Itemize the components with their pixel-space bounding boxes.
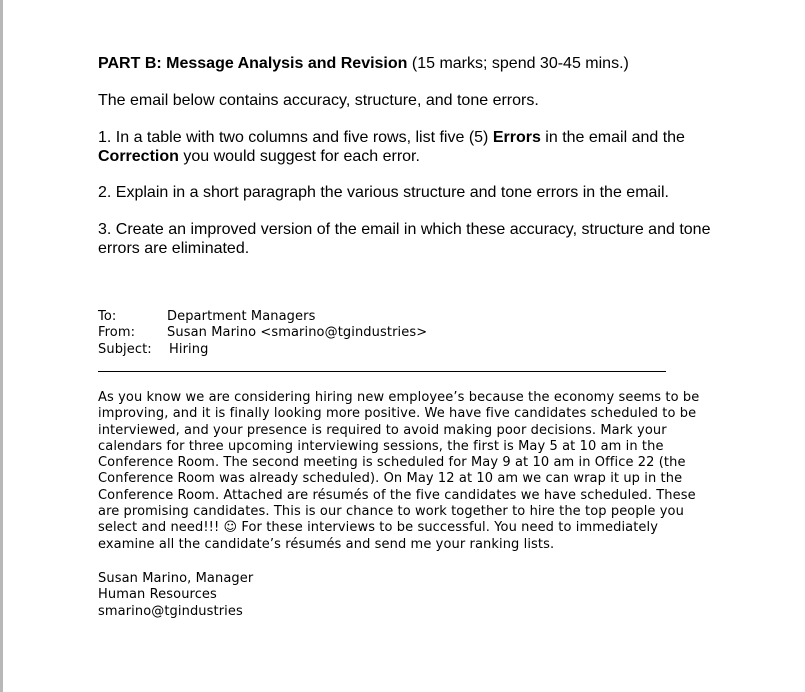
page-left-border	[0, 0, 3, 692]
email-from-row	[98, 325, 427, 341]
email-body: As you know we are considering hiring new employee’s because the economy seems to be improving, and it is finally looking more positive. We have five candidates scheduled to be interviewed, and your presence is required to avoid making poor decisions. Mark your calendars for three upcoming interviewing sessions, the first is May 5 at 10 am in the Conference Room. The second meeting is scheduled for May 9 at 10 am in Office 22 (the Conference Room was already scheduled). On May 12 at 10 am we can wrap it up in the Conference Room. Attached are résumés of the five candidates we have scheduled. These are promising candidates. This is our chance to work together to hire the top people you select and need!!! ☺ For these interviews to be successful. You need to immediately examine all the candidate’s résumés and send me your ranking lists.	[98, 390, 700, 552]
email-from-value: Susan Marino <smarino@tgindustries>	[167, 325, 428, 341]
q1-correction-keyword: Correction	[98, 148, 179, 165]
q1-text-mid: in the email and the	[540, 129, 685, 146]
part-marks: (15 marks; spend 30-45 mins.)	[411, 55, 629, 72]
intro-paragraph: The email below contains accuracy, structure, and tone errors.	[98, 92, 539, 109]
email-to-label: To:	[98, 309, 117, 324]
email-subject-label: Subject:	[98, 341, 152, 357]
header-divider	[98, 371, 666, 372]
question-2: 2. Explain in a short paragraph the various structure and tone errors in the email.	[98, 184, 669, 201]
part-title: PART B: Message Analysis and Revision	[98, 55, 408, 72]
question-1	[98, 128, 718, 166]
email-header	[98, 309, 427, 358]
email-signature	[98, 571, 253, 620]
email-subject-row	[98, 342, 427, 358]
q1-text-post: you would suggest for each error.	[178, 148, 420, 165]
signature-name: Susan Marino, Manager	[98, 571, 254, 586]
part-heading	[98, 54, 629, 73]
email-from-label: From:	[98, 325, 136, 341]
signature-email: smarino@tgindustries	[98, 603, 243, 619]
question-3: 3. Create an improved version of the email in which these accuracy, structure and tone errors are eliminated.	[98, 221, 711, 257]
email-to-value: Department Managers	[167, 309, 316, 324]
email-to-row	[98, 309, 427, 325]
signature-dept: Human Resources	[98, 587, 217, 603]
q1-text-pre: 1. In a table with two columns and five rows, list five (5)	[98, 129, 493, 146]
email-subject-value: Hiring	[169, 341, 209, 357]
q1-errors-keyword: Errors	[492, 129, 541, 146]
